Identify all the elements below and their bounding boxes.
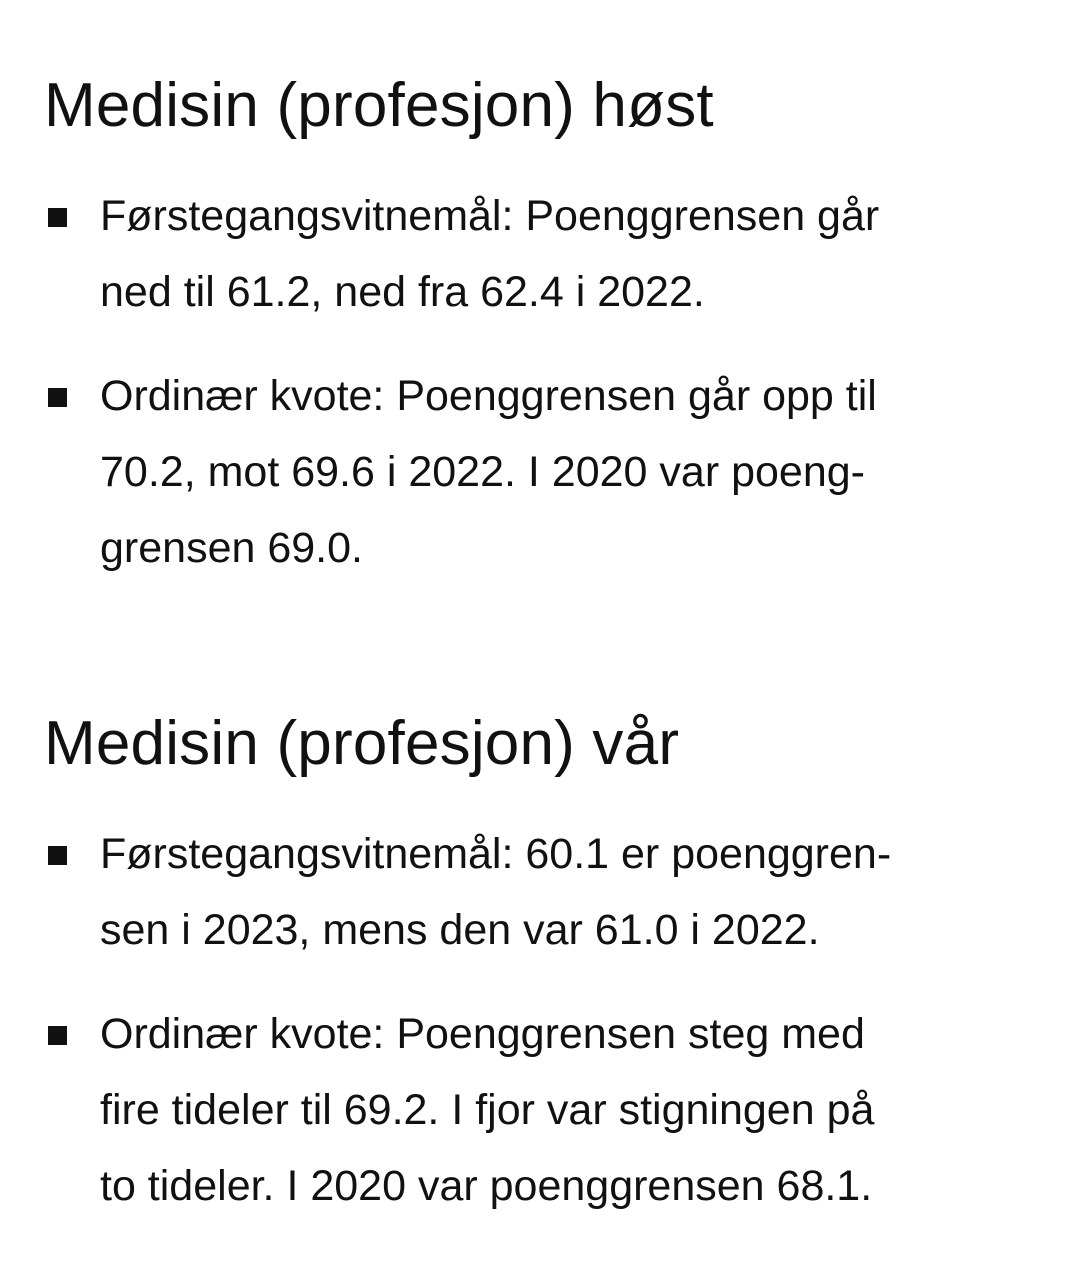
square-bullet-icon xyxy=(48,388,67,407)
list-item-text-line: grensen 69.0. xyxy=(100,524,363,572)
list-item-text-line: fire tideler til 69.2. I fjor var stigningen på xyxy=(100,1086,875,1134)
list-item-text-line: ned til 61.2, ned fra 62.4 i 2022. xyxy=(100,268,705,316)
list-item-text-line: Ordinær kvote: Poenggrensen steg med xyxy=(100,1010,865,1058)
list-item xyxy=(0,178,1080,330)
list-item-text-line: to tideler. I 2020 var poenggrensen 68.1. xyxy=(100,1162,873,1210)
square-bullet-icon xyxy=(48,1026,67,1045)
list-item-text-line: Førstegangsvitnemål: 60.1 er poenggren- xyxy=(100,830,892,878)
square-bullet-icon xyxy=(48,846,67,865)
list-item-text-line: sen i 2023, mens den var 61.0 i 2022. xyxy=(100,906,820,954)
list-item-text-line: Førstegangsvitnemål: Poenggrensen går xyxy=(100,192,880,240)
list-item-text-line: Ordinær kvote: Poenggrensen går opp til xyxy=(100,372,877,420)
list-item xyxy=(0,358,1080,586)
section-heading: Medisin (profesjon) vår xyxy=(44,709,680,778)
list-item-text-line: 70.2, mot 69.6 i 2022. I 2020 var poeng- xyxy=(100,448,865,496)
bullet-list xyxy=(0,178,1080,586)
list-item xyxy=(0,996,1080,1224)
bullet-list xyxy=(0,816,1080,1224)
list-item xyxy=(0,816,1080,968)
section-heading: Medisin (profesjon) høst xyxy=(44,71,714,140)
square-bullet-icon xyxy=(48,208,67,227)
